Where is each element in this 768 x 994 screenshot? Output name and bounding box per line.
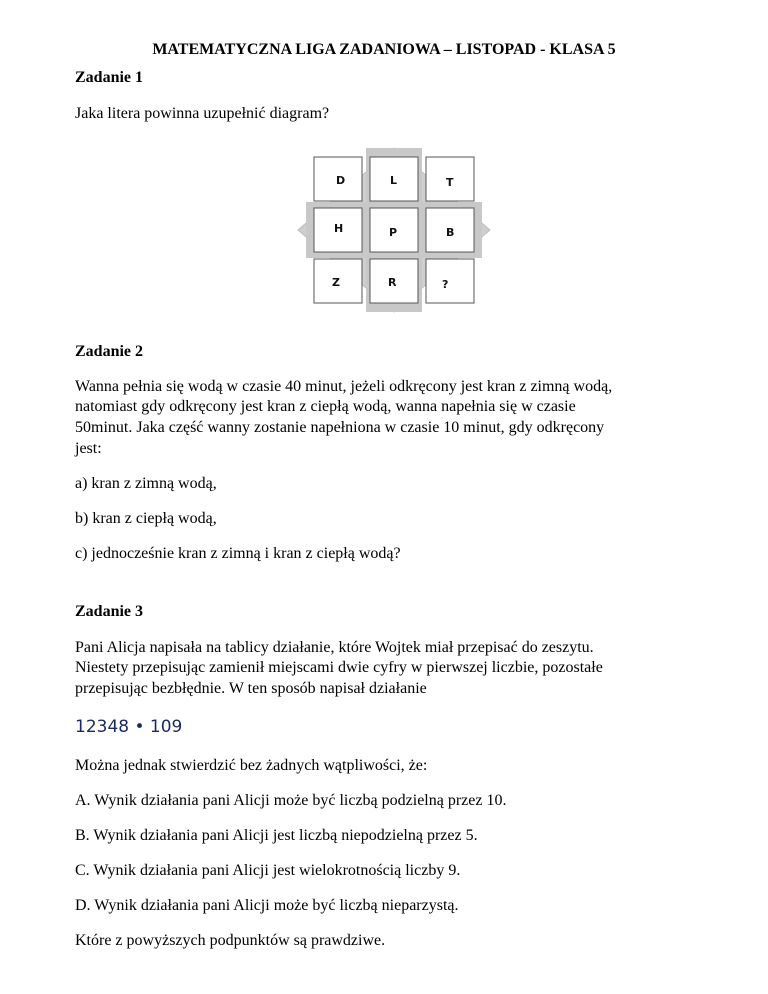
task3-text-line: Niestety przepisując zamienił miejscami dwie cyfry w pierwszej liczbie, pozostałe bbox=[75, 659, 603, 676]
grid-letter: T bbox=[446, 176, 454, 189]
grid-letter: H bbox=[334, 222, 344, 235]
task3-statement-a: A. Wynik działania pani Alicji może być liczbą podzielną przez 10. bbox=[75, 792, 507, 809]
grid-letter: Z bbox=[332, 276, 340, 289]
grid-letter: B bbox=[446, 226, 455, 239]
task3-expression: 12348 • 109 bbox=[75, 717, 183, 737]
task2-option: a) kran z zimną wodą, bbox=[75, 475, 217, 492]
task3-heading: Zadanie 3 bbox=[75, 603, 144, 620]
task2-option: c) jednocześnie kran z zimną i kran z ciepłą wodą? bbox=[75, 545, 401, 562]
task2-heading: Zadanie 2 bbox=[75, 343, 144, 360]
task3-text-line: Pani Alicja napisała na tablicy działanie, które Wojtek miał przepisać do zeszytu. bbox=[75, 639, 594, 656]
task3-text-line: przepisując bezbłędnie. W ten sposób napisał działanie bbox=[75, 680, 427, 697]
grid-letter: P bbox=[389, 226, 398, 239]
task2-option: b) kran z ciepłą wodą, bbox=[75, 510, 217, 527]
task1-heading: Zadanie 1 bbox=[75, 69, 144, 86]
task2-text-line: jest: bbox=[75, 440, 102, 457]
task3-intro: Można jednak stwierdzić bez żadnych wątpliwości, że: bbox=[75, 757, 428, 774]
grid-letter-unknown: ? bbox=[442, 278, 449, 291]
task3-question: Które z powyższych podpunktów są prawdziwe. bbox=[75, 932, 386, 949]
grid-letter: R bbox=[388, 276, 397, 289]
grid-letter: L bbox=[390, 174, 398, 187]
task3-statement-b: B. Wynik działania pani Alicji jest liczbą niepodzielną przez 5. bbox=[75, 827, 478, 844]
grid-cell bbox=[426, 259, 474, 303]
task1-question: Jaka litera powinna uzupełnić diagram? bbox=[75, 105, 330, 122]
letter-grid-diagram bbox=[296, 146, 492, 314]
grid-letter: D bbox=[336, 174, 346, 187]
task2-text-line: Wanna pełnia się wodą w czasie 40 minut, jeżeli odkręcony jest kran z zimną wodą, bbox=[75, 378, 613, 395]
task3-statement-c: C. Wynik działania pani Alicji jest wielokrotnością liczby 9. bbox=[75, 862, 461, 879]
task2-text-line: natomiast gdy odkręcony jest kran z ciepłą wodą, wanna napełnia się w czasie bbox=[75, 398, 576, 415]
task3-statement-d: D. Wynik działania pani Alicji może być liczbą nieparzystą. bbox=[75, 897, 459, 914]
task2-text-line: 50minut. Jaka część wanny zostanie napełniona w czasie 10 minut, gdy odkręcony bbox=[75, 419, 605, 436]
page-title: MATEMATYCZNA LIGA ZADANIOWA – LISTOPAD - KLASA 5 bbox=[152, 41, 616, 58]
